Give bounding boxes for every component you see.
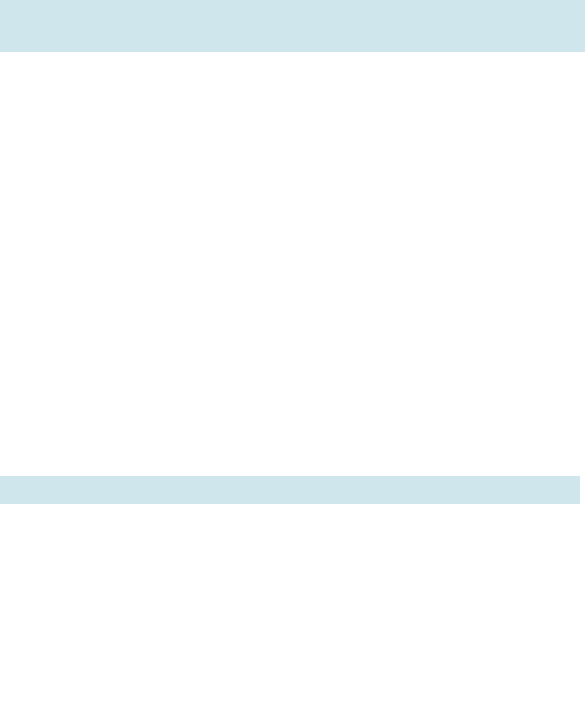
col-header-reading (148, 33, 262, 49)
goals-header-band (0, 476, 580, 504)
col-header-speaking (30, 33, 148, 49)
col-header-progression (492, 33, 580, 49)
col-header-video (376, 33, 492, 49)
col-header-writing (262, 33, 376, 49)
